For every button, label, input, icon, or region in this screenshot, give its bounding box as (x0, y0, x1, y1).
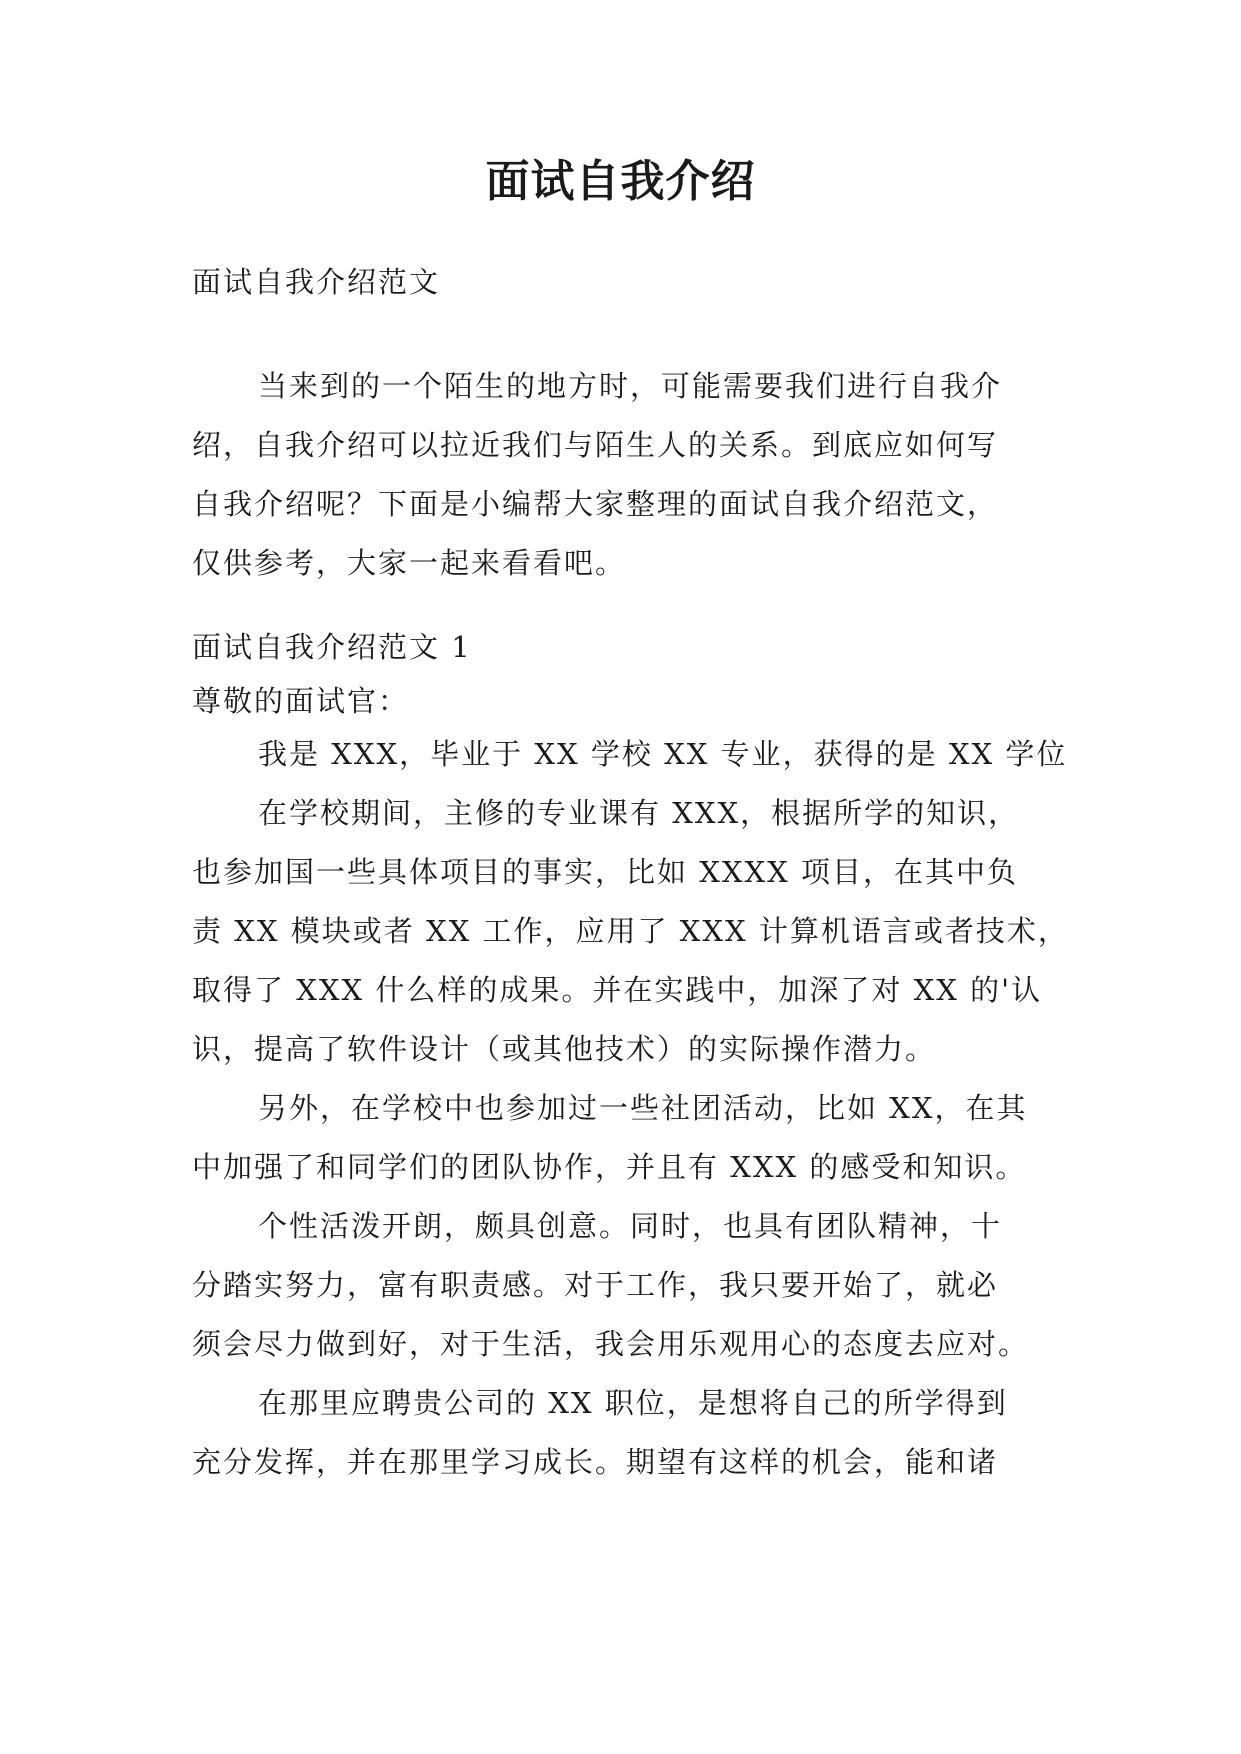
document-subtitle: 面试自我介绍范文 (192, 265, 441, 299)
body-line: 中加强了和同学们的团队协作，并且有 XXX 的感受和知识。 (192, 1150, 1027, 1184)
intro-line: 当来到的一个陌生的地方时，可能需要我们进行自我介 (258, 369, 1003, 403)
body-line: 个性活泼开朗，颇具创意。同时，也具有团队精神，十 (258, 1209, 1003, 1243)
intro-line: 绍，自我介绍可以拉近我们与陌生人的关系。到底应如何写 (192, 428, 999, 462)
body-line: 在学校期间，主修的专业课有 XXX，根据所学的知识， (258, 796, 1020, 830)
section-heading: 面试自我介绍范文 1 (192, 630, 472, 664)
letter-body (192, 725, 1069, 1492)
intro-paragraph (192, 357, 1062, 593)
body-line: 在那里应聘贵公司的 XX 职位，是想将自己的所学得到 (258, 1386, 1008, 1420)
document-title: 面试自我介绍 (485, 156, 756, 207)
body-line: 充分发挥，并在那里学习成长。期望有这样的机会，能和诸 (192, 1445, 999, 1479)
intro-line: 仅供参考，大家一起来看看吧。 (192, 546, 627, 580)
body-line: 分踏实努力，富有职责感。对于工作，我只要开始了，就必 (192, 1268, 999, 1302)
body-line: 责 XX 模块或者 XX 工作，应用了 XXX 计算机语言或者技术， (192, 914, 1069, 948)
body-line: 取得了 XXX 什么样的成果。并在实践中，加深了对 XX 的'认 (192, 973, 1043, 1007)
body-line: 我是 XXX，毕业于 XX 学校 XX 专业，获得的是 XX 学位 (258, 737, 1068, 771)
body-line: 也参加国一些具体项目的事实，比如 XXXX 项目，在其中负 (192, 855, 1019, 889)
intro-line: 自我介绍呢？下面是小编帮大家整理的面试自我介绍范文， (192, 487, 999, 521)
body-line: 识，提高了软件设计（或其他技术）的实际操作潜力。 (192, 1032, 937, 1066)
salutation: 尊敬的面试官： (192, 684, 410, 718)
body-line: 另外，在学校中也参加过一些社团活动，比如 XX，在其 (258, 1091, 1028, 1125)
body-line: 须会尽力做到好，对于生活，我会用乐观用心的态度去应对。 (192, 1327, 1030, 1361)
